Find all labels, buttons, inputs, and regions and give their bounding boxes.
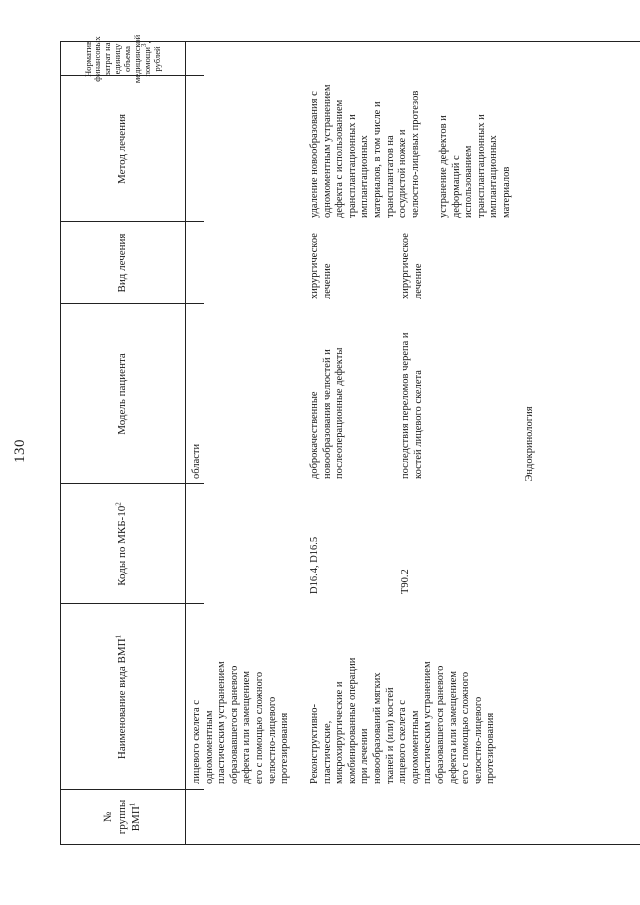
header-treatment-method: Метод лечения <box>116 113 129 185</box>
row2-treatment-method: удаление новообразования с одномоментным устранением дефекта с использованием трансплантационных и имплантационных материалов, в том числе и трансплантатов на сосудистой ножке и челюстно-лицевых протезов <box>309 84 421 218</box>
row3-icd-code: T90.2 <box>400 569 411 594</box>
header-icd-codes: Коды по МКБ-$10^2$ <box>114 502 129 586</box>
col-divider <box>61 303 185 304</box>
row2-icd-code: D16.4, D16.5 <box>309 536 320 594</box>
row3-treatment-method: устранение дефектов и деформаций с использованием трансплантационных и имплантационных материалов <box>438 114 512 218</box>
col-divider-extension <box>184 483 204 484</box>
col-divider <box>61 483 185 484</box>
row2-vmp-name: Реконструктивно- пластические, микрохирургические и комбинированные операции при лечении новообразований мягких тканей и (или) костей лицевого скелета с одномоментным пластическим устранением образовавшегося раневого дефекта или замещением его с помощью сложного челюстно-лицевого протезирования <box>309 657 497 784</box>
table <box>60 34 640 845</box>
row3-patient-model: последствия переломов черепа и костей лицевого скелета <box>400 332 424 479</box>
col-divider-extension <box>184 303 204 304</box>
header-patient-model: Модель пациента <box>116 353 129 435</box>
col-divider-extension <box>184 75 204 76</box>
col-divider-extension <box>184 221 204 222</box>
col-divider <box>61 789 185 790</box>
header-cost-standard: Норматив финансовых затрат на единицу объема медицинской помощи$^3$, рублей <box>82 34 162 84</box>
row2-treatment-type: хирургическое лечение <box>309 233 333 299</box>
row3-treatment-type: хирургическое лечение <box>400 233 424 299</box>
header-vmp-name: Наименование вида ВМП$^1$ <box>114 634 129 760</box>
row1-vmp-name: лицевого скелета с одномоментным пластическим устранением образовавшегося раневого дефекта или замещением его с помощью сложного челюстно-лицевого протезирования <box>191 661 291 784</box>
col-divider-extension <box>184 789 204 790</box>
section-title: Эндокринология <box>524 406 535 482</box>
page-number: 130 <box>12 439 28 463</box>
col-divider <box>61 603 185 604</box>
row1-patient-model: области <box>191 443 202 479</box>
header-group-number: № группы ВМП$^1$ <box>102 799 142 835</box>
header-treatment-type: Вид лечения <box>116 233 129 293</box>
table-header <box>60 34 186 844</box>
col-divider <box>61 221 185 222</box>
row2-patient-model: доброкачественные новообразования челюстей и послеоперационные дефекты <box>309 347 346 479</box>
col-divider-extension <box>184 603 204 604</box>
